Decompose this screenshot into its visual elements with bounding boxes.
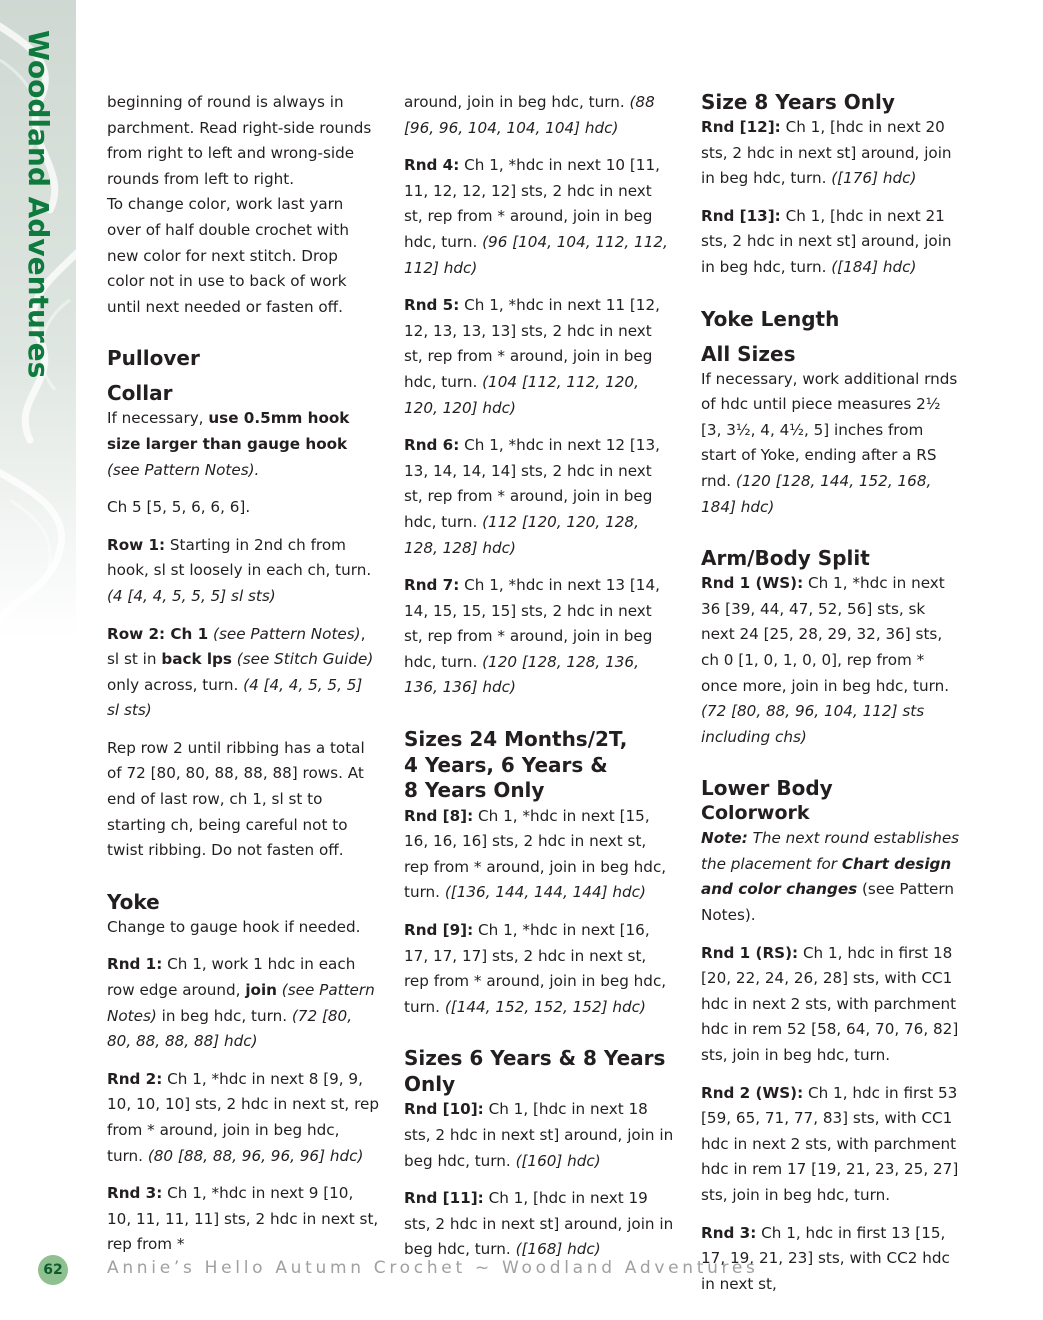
yoke-rnd-2: Rnd 2: Ch 1, *hdc in next 8 [9, 9, 10, 10, 10] sts, 2 hdc in next st, rep from * around, join in beg hdc, turn. (80 [88, 88, 96, 96, 96] hdc) [107,1069,379,1165]
column-3 [701,90,963,1309]
yoke-rnd-12: Rnd [12]: Ch 1, [hdc in next 20 sts, 2 hdc in next st] around, join in beg hdc, turn. ([176] hdc) [701,118,952,188]
chain-instruction: Ch 5 [5, 5, 6, 6, 6]. [107,498,251,517]
yoke-rnd-1: Rnd 1: Ch 1, work 1 hdc in each row edge around, join (see Pattern Notes) in beg hdc, turn. (72 [80, 80, 88, 88, 88] hdc) [107,955,375,1051]
heading-arm-body-split: Arm/Body Split [701,546,870,571]
yoke-length-instruction: If necessary, work additional rnds of hdc until piece measures 2½ [3, 3½, 4, 4½, 5] inches from start of Yoke, ending after a RS rnd. (120 [128, 144, 152, 168, 184] hdc) [701,369,958,516]
heading-colorwork: Colorwork [701,802,810,825]
heading-lower-body: Lower Body [701,776,833,801]
heading-collar: Collar [107,381,173,406]
yoke-rnd-7: Rnd 7: Ch 1, *hdc in next 13 [14, 14, 15, 15, 15] sts, 2 hdc in next st, rep from * around, join in beg hdc, turn. (120 [128, 128, 136, 136, 136] hdc) [404,576,660,697]
side-decoration-band [0,0,76,640]
page-number-badge: 62 [38,1255,68,1285]
intro-paragraph-2: To change color, work last yarn over of half double crochet with new color for next stitch. Drop color not in use to back of work until next needed or fasten off. [107,195,349,316]
row-2: Row 2: Ch 1 (see Pattern Notes), sl st in back lps (see Stitch Guide) only across, turn. (4 [4, 4, 5, 5, 5] sl sts) [107,624,374,720]
yoke-rnd-3: Rnd 3: Ch 1, *hdc in next 9 [10, 10, 11, 11, 11] sts, 2 hdc in next st, rep from * [107,1184,379,1254]
heading-pullover: Pullover [107,346,200,371]
yoke-change-hook: Change to gauge hook if needed. [107,917,361,936]
yoke-rnd-6: Rnd 6: Ch 1, *hdc in next 12 [13, 13, 14, 14, 14] sts, 2 hdc in next st, rep from * around, join in beg hdc, turn. (112 [120, 120, 128, 128, 128] hdc) [404,436,660,557]
yoke-rnd-10: Rnd [10]: Ch 1, [hdc in next 18 sts, 2 hdc in next st] around, join in beg hdc, turn. ([160] hdc) [404,1100,674,1170]
colorwork-note: Note: The next round establishes the placement for Chart design and color changes (see Pattern Notes). [701,829,960,925]
heading-size-8-years: Size 8 Years Only [701,90,895,114]
heading-yoke: Yoke [107,889,160,914]
arm-body-rnd-1: Rnd 1 (WS): Ch 1, *hdc in next 36 [39, 44, 47, 52, 56] sts, sk next 24 [25, 28, 29, 32, 36] sts, ch 0 [1, 0, 1, 0, 0], rep from * once more, join in beg hdc, turn. (72 [80, 88, 96, 104, 112] sts including chs) [701,574,950,746]
lower-body-rnd-2: Rnd 2 (WS): Ch 1, hdc in first 53 [59, 65, 71, 77, 83] sts, with CC1 hdc in next 2 sts, with parchment hdc in rem 17 [19, 21, 23, 25, 27] sts, join in beg hdc, turn. [701,1083,959,1204]
yoke-rnd-13: Rnd [13]: Ch 1, [hdc in next 21 sts, 2 hdc in next st] around, join in beg hdc, turn. ([184] hdc) [701,206,952,276]
collar-note: If necessary, use 0.5mm hook size larger than gauge hook (see Pattern Notes). [107,409,350,479]
yoke-rnd-3-continued: around, join in beg hdc, turn. (88 [96, 96, 104, 104, 104] hdc) [404,93,655,137]
column-1 [107,90,379,1270]
side-title: Woodland Adventures [22,30,55,379]
heading-yoke-length: Yoke Length [701,306,840,331]
repeat-row-2: Rep row 2 until ribbing has a total of 72 [80, 80, 88, 88, 88] rows. At end of last row, ch 1, sl st to starting ch, being careful not to twist ribbing. Do not fasten off. [107,738,365,860]
running-footer: Annie’s Hello Autumn Crochet ~ Woodland Adventures [107,1258,759,1278]
lower-body-rnd-1: Rnd 1 (RS): Ch 1, hdc in first 18 [20, 22, 24, 26, 28] sts, with CC1 hdc in next 2 sts, with parchment hdc in rem 52 [58, 64, 70, 76, 82] sts, join in beg hdc, turn. [701,943,959,1065]
column-2 [404,90,674,1275]
yoke-rnd-5: Rnd 5: Ch 1, *hdc in next 11 [12, 12, 13, 13, 13] sts, 2 hdc in next st, rep from * around, join in beg hdc, turn. (104 [112, 112, 120, 120, 120] hdc) [404,296,660,417]
heading-sizes-6-8-years: Sizes 6 Years & 8 Years Only [404,1046,666,1096]
yoke-rnd-11: Rnd [11]: Ch 1, [hdc in next 19 sts, 2 hdc in next st] around, join in beg hdc, turn. ([168] hdc) [404,1189,674,1259]
heading-sizes-24-months: Sizes 24 Months/2T, 4 Years, 6 Years & 8 Years Only [404,727,628,803]
yoke-rnd-8: Rnd [8]: Ch 1, *hdc in next [15, 16, 16, 16] sts, 2 hdc in next st, rep from * around, join in beg hdc, turn. ([136, 144, 144, 144] hdc) [404,806,667,902]
intro-paragraph-1: beginning of round is always in parchment. Read right-side rounds from right to left and wrong-side rounds from left to right. [107,93,372,188]
row-1: Row 1: Starting in 2nd ch from hook, sl st loosely in each ch, turn. (4 [4, 4, 5, 5, 5] sl sts) [107,535,372,605]
heading-all-sizes: All Sizes [701,341,796,366]
yoke-rnd-9: Rnd [9]: Ch 1, *hdc in next [16, 17, 17, 17] sts, 2 hdc in next st, rep from * around, join in beg hdc, turn. ([144, 152, 152, 152] hdc) [404,920,667,1016]
lower-body-rnd-3: Rnd 3: Ch 1, hdc in first 13 [15, 17, 19, 21, 23] sts, with CC2 hdc in next st, [701,1223,950,1293]
yoke-rnd-4: Rnd 4: Ch 1, *hdc in next 10 [11, 11, 12, 12, 12] sts, 2 hdc in next st, rep from * around, join in beg hdc, turn. (96 [104, 104, 112, 112, 112] hdc) [404,156,668,277]
